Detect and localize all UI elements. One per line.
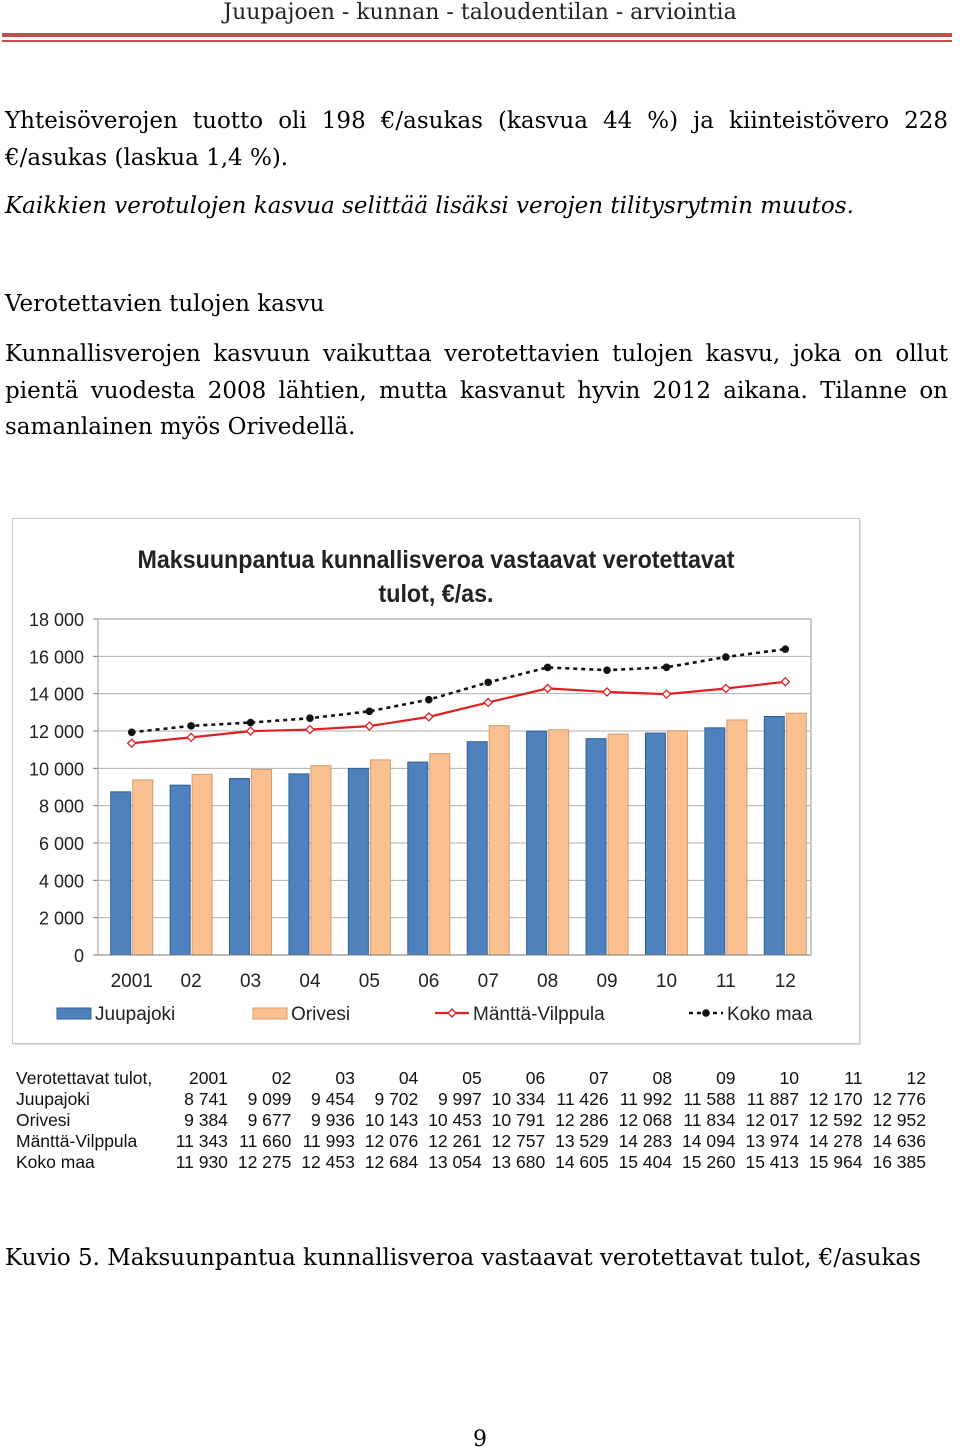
table-cell: 13 054 [428,1152,482,1172]
legend-swatch [253,1008,287,1019]
point-koko-maa [603,666,611,674]
point-koko-maa [366,708,374,716]
table-cell: 12 076 [364,1131,419,1151]
header-title: Juupajoen - kunnan - taloudentilan - arviointia [223,0,737,25]
data-table [16,1068,926,1173]
table-year-header: 10 [779,1068,799,1088]
table-cell: 16 385 [872,1152,926,1172]
table-cell: 9 997 [437,1089,482,1109]
table-cell: 10 334 [491,1089,546,1109]
bar-juupajoki [111,792,131,955]
x-tick-label: 04 [299,971,321,992]
table-cell: 9 384 [184,1110,228,1130]
table-row [16,1152,926,1173]
header-rule [2,33,952,37]
legend-label: Orivesi [291,1004,351,1025]
y-tick-label: 14 000 [28,684,84,705]
paragraph-taxable-income: Kunnallisverojen kasvuun vaikuttaa verotettavien tulojen kasvu, joka on ollut pientä vuodesta 2008 lähtien, mutta kasvanut hyvin 2012 aikana. Tilanne on samanlainen myös Orivedellä. [5,341,948,440]
table-cell: 12 776 [872,1089,926,1109]
y-tick-label: 2 000 [38,908,84,929]
point-koko-maa [425,696,433,704]
table-cell: 12 017 [745,1110,799,1130]
x-tick-label: 10 [655,971,678,992]
table-year-header: 06 [525,1068,546,1088]
y-tick-label: 6 000 [38,834,84,854]
table-cell: 14 278 [808,1131,863,1151]
table-row-label: Mänttä-Vilppula [16,1131,138,1151]
point-koko-maa [187,722,195,730]
point-koko-maa [544,664,552,672]
chart-title-line2: tulot, €/as. [378,580,494,608]
point-koko-maa [128,729,136,737]
bar-orivesi [311,766,331,955]
table-cell: 12 261 [428,1131,482,1151]
table-cell: 9 936 [311,1110,355,1130]
table-row [16,1089,926,1110]
table-cell: 15 413 [745,1152,799,1172]
bar-orivesi [667,731,687,955]
table-cell: 11 992 [619,1089,673,1109]
table-row [16,1110,926,1131]
bar-orivesi [608,734,628,955]
table-year-header: 2001 [188,1068,228,1088]
table-cell: 12 453 [301,1152,355,1172]
x-tick-label: 06 [418,971,440,992]
y-tick-label: 0 [73,946,84,966]
y-tick-label: 16 000 [28,647,84,668]
bar-juupajoki [764,717,784,955]
bar-juupajoki [348,768,368,955]
table-year-header: 12 [906,1068,926,1088]
table-cell: 9 099 [247,1089,292,1109]
legend-marker [702,1009,710,1017]
bar-juupajoki [705,728,725,955]
x-tick-label: 07 [477,971,499,992]
table-cell: 8 741 [184,1089,228,1109]
bar-orivesi [133,780,153,955]
table-cell: 13 680 [491,1152,546,1172]
y-tick-label: 10 000 [28,759,84,780]
legend-swatch [57,1008,91,1019]
table-row-label: Orivesi [16,1110,71,1130]
x-tick-label: 02 [180,971,202,992]
table-cell: 14 283 [618,1131,673,1151]
table-cell: 12 952 [872,1110,926,1130]
bar-juupajoki [467,742,487,955]
bar-orivesi [192,774,212,955]
bar-juupajoki [170,785,190,955]
table-cell: 10 143 [364,1110,419,1130]
point-koko-maa [663,663,671,671]
table-cell: 12 592 [808,1110,863,1130]
table-cell: 13 974 [745,1131,799,1151]
table-cell: 11 834 [683,1110,736,1130]
table-cell: 11 588 [683,1089,736,1109]
table-cell: 9 677 [247,1110,292,1130]
point-koko-maa [722,653,730,661]
x-tick-label: 05 [358,971,380,992]
table-cell: 11 660 [239,1131,292,1151]
bar-orivesi [252,770,272,955]
table-cell: 12 275 [237,1152,292,1172]
table-row-label: Koko maa [16,1152,95,1172]
x-tick-label: 11 [716,971,736,992]
x-tick-label: 03 [239,971,262,992]
bar-chart [13,519,859,1043]
bar-orivesi [489,726,509,955]
paragraph-corporate-tax: Yhteisöverojen tuotto oli 198 €/asukas (kasvua 44 %) ja kiinteistövero 228 €/asukas (laskua 1,4 %). [5,108,948,171]
table-cell: 11 993 [302,1131,355,1151]
y-tick-label: 12 000 [28,722,84,742]
table-year-header: 11 [844,1068,863,1088]
table-cell: 9 454 [311,1089,355,1109]
point-koko-maa [484,679,492,687]
table-cell: 10 791 [491,1110,546,1130]
table-header-row [16,1068,926,1089]
table-cell: 12 170 [808,1089,863,1109]
table-year-header: 07 [589,1068,609,1088]
point-koko-maa [247,719,255,727]
x-tick-label: 08 [537,971,559,992]
y-tick-label: 18 000 [28,610,84,630]
bar-orivesi [430,754,450,955]
table-year-header: 05 [462,1068,482,1088]
bar-juupajoki [289,774,309,955]
point-koko-maa [306,714,314,722]
x-tick-label: 12 [774,971,796,992]
legend-label: Mänttä-Vilppula [473,1004,605,1025]
table-year-header: 02 [271,1068,292,1088]
table-row-label: Juupajoki [16,1089,90,1109]
header-rule-thin [2,40,952,42]
table-cell: 11 930 [175,1152,228,1172]
page-header [0,0,960,46]
table-header-label: Verotettavat tulot, [16,1068,153,1088]
table-cell: 9 702 [374,1089,419,1109]
table-cell: 14 094 [682,1131,736,1151]
bar-orivesi [549,730,569,955]
legend-label: Juupajoki [95,1004,176,1025]
table-year-header: 04 [398,1068,419,1088]
bar-juupajoki [645,733,665,955]
table-cell: 10 453 [428,1110,482,1130]
x-tick-label: 09 [596,971,618,992]
x-tick-label: 2001 [110,971,153,992]
table-cell: 15 964 [808,1152,863,1172]
bar-juupajoki [527,731,547,955]
page-number: 9 [473,1427,487,1452]
table-cell: 14 636 [872,1131,926,1151]
table-cell: 12 684 [364,1152,419,1172]
table-year-header: 08 [652,1068,673,1088]
section-heading: Verotettavien tulojen kasvu [5,291,325,317]
bar-orivesi [727,720,747,955]
bar-orivesi [786,713,806,955]
table-cell: 15 260 [682,1152,736,1172]
table-cell: 13 529 [555,1131,609,1151]
bar-juupajoki [586,739,606,955]
legend-label: Koko maa [727,1004,813,1025]
chart-title-line1: Maksuunpantua kunnallisveroa vastaavat verotettavat [137,546,735,574]
y-tick-label: 4 000 [38,871,84,892]
table-year-header: 09 [716,1068,736,1088]
table-cell: 12 757 [491,1131,546,1151]
legend-marker [448,1009,456,1017]
table-cell: 12 068 [618,1110,673,1130]
bar-juupajoki [230,779,250,955]
table-cell: 11 343 [175,1131,228,1151]
table-cell: 15 404 [618,1152,673,1172]
table-cell: 11 887 [746,1089,799,1109]
table-cell: 12 286 [555,1110,609,1130]
bar-orivesi [370,760,390,955]
figure-caption: Kuvio 5. Maksuunpantua kunnallisveroa vastaavat verotettavat tulot, €/asukas [5,1245,921,1271]
table-row [16,1131,926,1152]
table-cell: 11 426 [556,1089,609,1109]
chart-panel [12,518,860,1044]
table-year-header: 03 [335,1068,355,1088]
bar-juupajoki [408,762,428,955]
y-tick-label: 8 000 [38,796,84,817]
paragraph-tax-rhythm: Kaikkien verotulojen kasvua selittää lisäksi verojen tilitysrytmin muutos. [5,193,854,219]
table-cell: 14 605 [555,1152,609,1172]
point-koko-maa [781,645,789,653]
